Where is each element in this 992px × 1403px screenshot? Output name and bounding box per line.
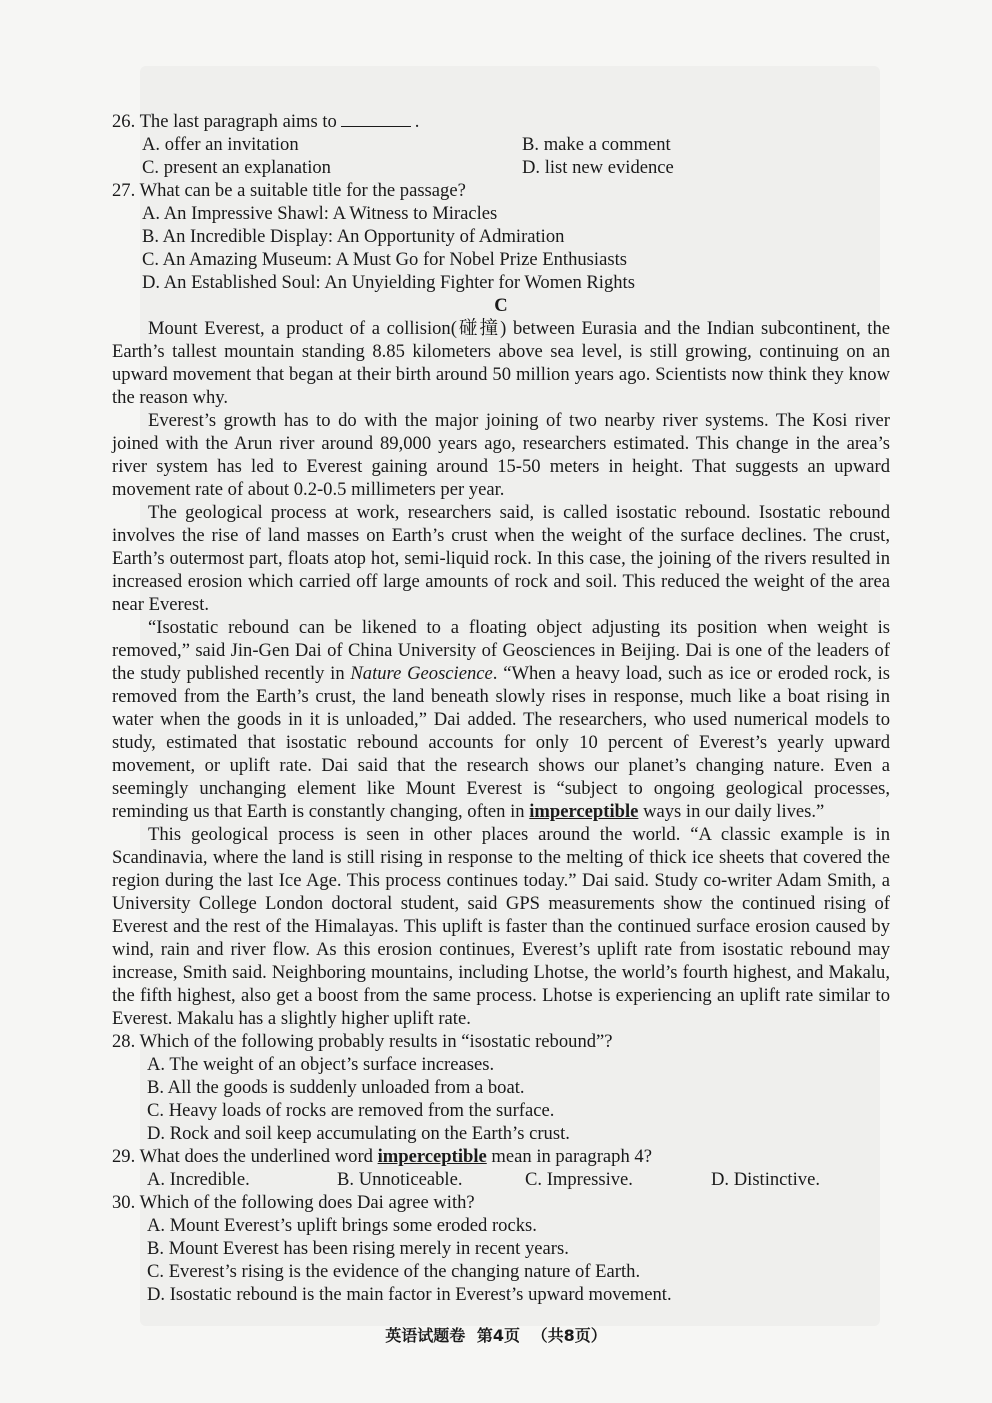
option-b: B. make a comment [522,134,671,155]
footer-total-pages: （共8页） [531,1326,607,1345]
passage-paragraph-1: Mount Everest, a product of a collision(碰撞) between Eurasia and the Indian subcontinent, the Earth’s tallest mountain standing 8.85 kilometers above sea level, is still growing, continuing on an upward movement that began at their birth around 50 million years ago. Scientists now think they know the reason why. [112,318,890,408]
passage-paragraph-5: This geological process is seen in other places around the world. “A classic example is in Scandinavia, where the land is still rising in response to the melting of thick ice sheets that covered the region during the last Ice Age. This process continues today.” Dai said. Study co-writer Adam Smith, a University College London doctoral student, said GPS measurements show the continued rising of Everest and the rest of the Himalayas. This uplift is faster than the continued surface erosion caused by wind, rain and river flow. As this erosion continues, Everest’s uplift rate from isostatic rebound may increase, Smith said. Neighboring mountains, including Lhotse, the world’s fourth highest, and Makalu, the fifth highest, also get a boost from the same process. Lhotse is experiencing an uplift rate similar to Everest. Makalu has a slightly higher uplift rate. [112,824,890,1029]
option-b: B. All the goods is suddenly unloaded from a boat. [147,1077,525,1098]
options-29 [112,1168,890,1191]
option-c: C. An Amazing Museum: A Must Go for Nobel Prize Enthusiasts [142,249,627,270]
option-d: D. Rock and soil keep accumulating on the Earth’s crust. [147,1123,570,1144]
paragraph-4-part-3: ways in our daily lives.” [643,801,825,822]
question-number: 29. [112,1146,136,1167]
paragraph-4-part-1: “Isostatic rebound can be likened to a floating object adjusting its position when weight is removed,” said Jin-Gen Dai of China University of Geosciences in Beijing. Dai is one of the leaders of the study published recently in [112,617,890,684]
section-label: C [494,295,508,316]
option-a: A. Mount Everest’s uplift brings some eroded rocks. [147,1215,537,1236]
question-stem-end: . [414,111,420,132]
journal-name: Nature Geoscience [350,663,493,684]
option-d: D. Isostatic rebound is the main factor in Everest’s upward movement. [147,1284,672,1305]
question-stem: The last paragraph aims to [139,111,337,132]
option-d: D. Distinctive. [711,1169,820,1190]
option-c: C. Heavy loads of rocks are removed from the surface. [147,1100,555,1121]
options-26 [112,133,890,179]
question-number: 28. [112,1031,136,1052]
question-26 [112,110,890,133]
option-c: C. present an explanation [142,157,331,178]
question-stem: Which of the following does Dai agree with? [139,1192,475,1213]
footer-subject: 英语试题卷 [385,1326,466,1345]
option-d: D. An Established Soul: An Unyielding Fighter for Women Rights [142,272,635,293]
option-a: A. offer an invitation [142,134,299,155]
exam-content [112,110,890,1306]
question-28 [112,1030,890,1053]
answer-blank [341,110,411,127]
question-30 [112,1191,890,1214]
option-b: B. An Incredible Display: An Opportunity of Admiration [142,226,565,247]
question-number: 27. [112,180,136,201]
passage-paragraph-2: Everest’s growth has to do with the major joining of two nearby river systems. The Kosi river joined with the Arun river around 89,000 years ago, researchers estimated. This change in the area’s river system has led to Everest gaining around 15-50 meters in height. That suggests an upward movement rate of about 0.2-0.5 millimeters per year. [112,410,890,500]
paragraph-4-part-2: . “When a heavy load, such as ice or eroded rock, is removed from the Earth’s crust, the land beneath slowly rises in response, much like a boat rising in water when the goods in it is unloaded,” Dai added. The researchers, who used numerical models to study, estimated that isostatic rebound accounts for only 10 percent of Everest’s yearly upward movement, or uplift rate. Dai said that the research shows our planet’s changing nature. Even a seemingly unchanging element like Mount Everest is “subject to ongoing geological processes, reminding us that Earth is constantly changing, often in [112,663,891,822]
underlined-keyword: imperceptible [377,1146,487,1167]
question-27 [112,179,890,202]
footer-page-number: 第4页 [476,1326,520,1345]
passage-paragraph-4 [112,616,890,823]
question-stem: What can be a suitable title for the passage? [139,180,466,201]
option-a: A. An Impressive Shawl: A Witness to Miracles [142,203,498,224]
option-a: A. The weight of an object’s surface increases. [147,1054,495,1075]
option-d: D. list new evidence [522,157,674,178]
question-number: 26. [112,111,136,132]
question-stem: Which of the following probably results in “isostatic rebound”? [139,1031,613,1052]
underlined-keyword: imperceptible [529,801,639,822]
question-number: 30. [112,1192,136,1213]
option-c: C. Everest’s rising is the evidence of the changing nature of Earth. [147,1261,641,1282]
question-stem: What does the underlined word [139,1146,373,1167]
question-29 [112,1145,890,1168]
question-stem-end: mean in paragraph 4? [491,1146,652,1167]
option-c: C. Impressive. [525,1169,633,1190]
option-b: B. Mount Everest has been rising merely in recent years. [147,1238,569,1259]
option-a: A. Incredible. [147,1169,250,1190]
page-footer [0,1323,992,1346]
option-b: B. Unnoticeable. [337,1169,463,1190]
passage-paragraph-3: The geological process at work, researchers said, is called isostatic rebound. Isostatic rebound involves the rise of land masses on Earth’s crust when the weight of the surface declines. The crust, Earth’s outermost part, floats atop hot, semi-liquid rock. In this case, the joining of the rivers resulted in increased erosion which carried off large amounts of rock and soil. This reduced the weight of the area near Everest. [112,502,890,615]
